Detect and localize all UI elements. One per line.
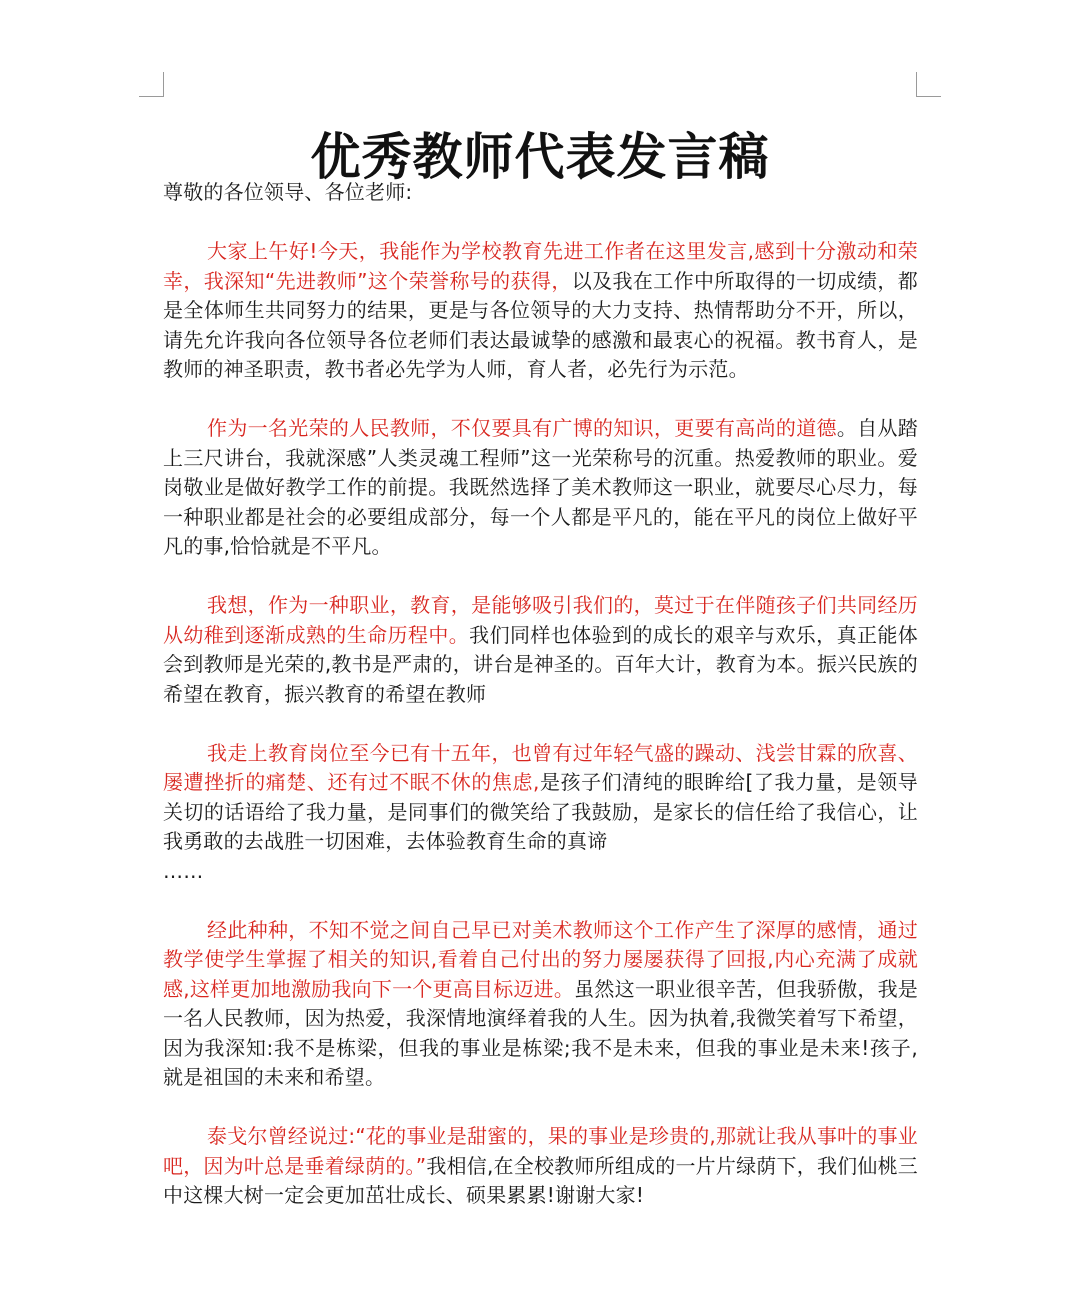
paragraph-6 <box>163 1122 918 1211</box>
document-body <box>163 178 918 1211</box>
paragraph-1 <box>163 237 918 385</box>
paragraph-4-emphasis: 我走上教育岗位至今已有十五年，也曾有过年轻气盛的躁动、浅尝甘霖的欣喜、屡遭挫折的痛楚、还有过不眠不休的焦虑, <box>163 740 918 794</box>
paragraph-4 <box>163 739 918 857</box>
paragraph-2-emphasis: 作为一名光荣的人民教师，不仅要具有广博的知识，更要有高尚的道德 <box>207 416 837 440</box>
crop-mark-top-right <box>916 72 941 97</box>
paragraph-4-ellipsis: …… <box>163 858 204 883</box>
paragraph-4-text: 是孩子们清纯的眼眸给[了我力量，是领导关切的话语给了我力量，是同事们的微笑给了我鼓励，是家长的信任给了我信心，让我勇敢的去战胜一切困难，去体验教育生命的真谛 <box>163 770 918 853</box>
paragraph-6-emphasis: 泰戈尔曾经说过:“花的事业是甜蜜的，果的事业是珍贵的,那就让我从事叶的事业吧，因为叶总是垂着绿荫的。” <box>163 1124 918 1178</box>
paragraph-3-text: 我们同样也体验到的成长的艰辛与欢乐，真正能体会到教师是光荣的,教书是严肃的，讲台是神圣的。百年大计，教育为本。振兴民族的希望在教育，振兴教育的希望在教师 <box>163 622 919 706</box>
crop-mark-top-left <box>139 72 164 97</box>
document-title: 优秀教师代表发言稿 <box>310 127 770 186</box>
paragraph-2 <box>163 414 918 562</box>
paragraph-3-emphasis: 我想，作为一种职业，教育，是能够吸引我们的，莫过于在伴随孩子们共同经历从幼稚到逐渐成熟的生命历程中。 <box>163 593 918 647</box>
paragraph-5-text: 虽然这一职业很辛苦，但我骄傲，我是一名人民教师，因为热爱，我深情地演绎着我的人生。因为执着,我微笑着写下希望，因为我深知:我不是栋梁，但我的事业是栋梁;我不是未来，但我的事业是未来!孩子,就是祖国的未来和希望。 <box>163 976 919 1089</box>
paragraph-3 <box>163 591 918 709</box>
salutation: 尊敬的各位领导、各位老师: <box>163 180 413 204</box>
paragraph-1-emphasis: 大家上午好!今天，我能作为学校教育先进工作者在这里发言,感到十分激动和荣幸，我深知“先进教师”这个荣誉称号的获得， <box>163 239 918 293</box>
paragraph-2-text: 。自从踏上三尺讲台，我就深感”人类灵魂工程师”这一光荣称号的沉重。热爱教师的职业。爱岗敬业是做好教学工作的前提。我既然选择了美术教师这一职业，就要尽心尽力，每一种职业都是社会的必要组成部分，每一个人都是平凡的，能在平凡的岗位上做好平凡的事,恰恰就是不平凡。 <box>163 416 918 558</box>
paragraph-5-emphasis: 经此种种，不知不觉之间自己早已对美术教师这个工作产生了深厚的感情，通过教学使学生掌握了相关的知识,看着自己付出的努力屡屡获得了回报,内心充满了成就感,这样更加地激励我向下一个更高目标迈进。 <box>163 917 918 1001</box>
paragraph-6-text: 我相信,在全校教师所组成的一片片绿荫下，我们仙桃三中这棵大树一定会更加茁壮成长、硕果累累!谢谢大家! <box>163 1153 918 1207</box>
paragraph-5 <box>163 916 918 1093</box>
paragraph-1-text: 以及我在工作中所取得的一切成绩，都是全体师生共同努力的结果，更是与各位领导的大力支持、热情帮助分不开，所以，请先允许我向各位领导各位老师们表达最诚挚的感激和最衷心的祝福。教书育人，是教师的神圣职责，教书者必先学为人师，育人者，必先行为示范。 <box>163 268 918 381</box>
